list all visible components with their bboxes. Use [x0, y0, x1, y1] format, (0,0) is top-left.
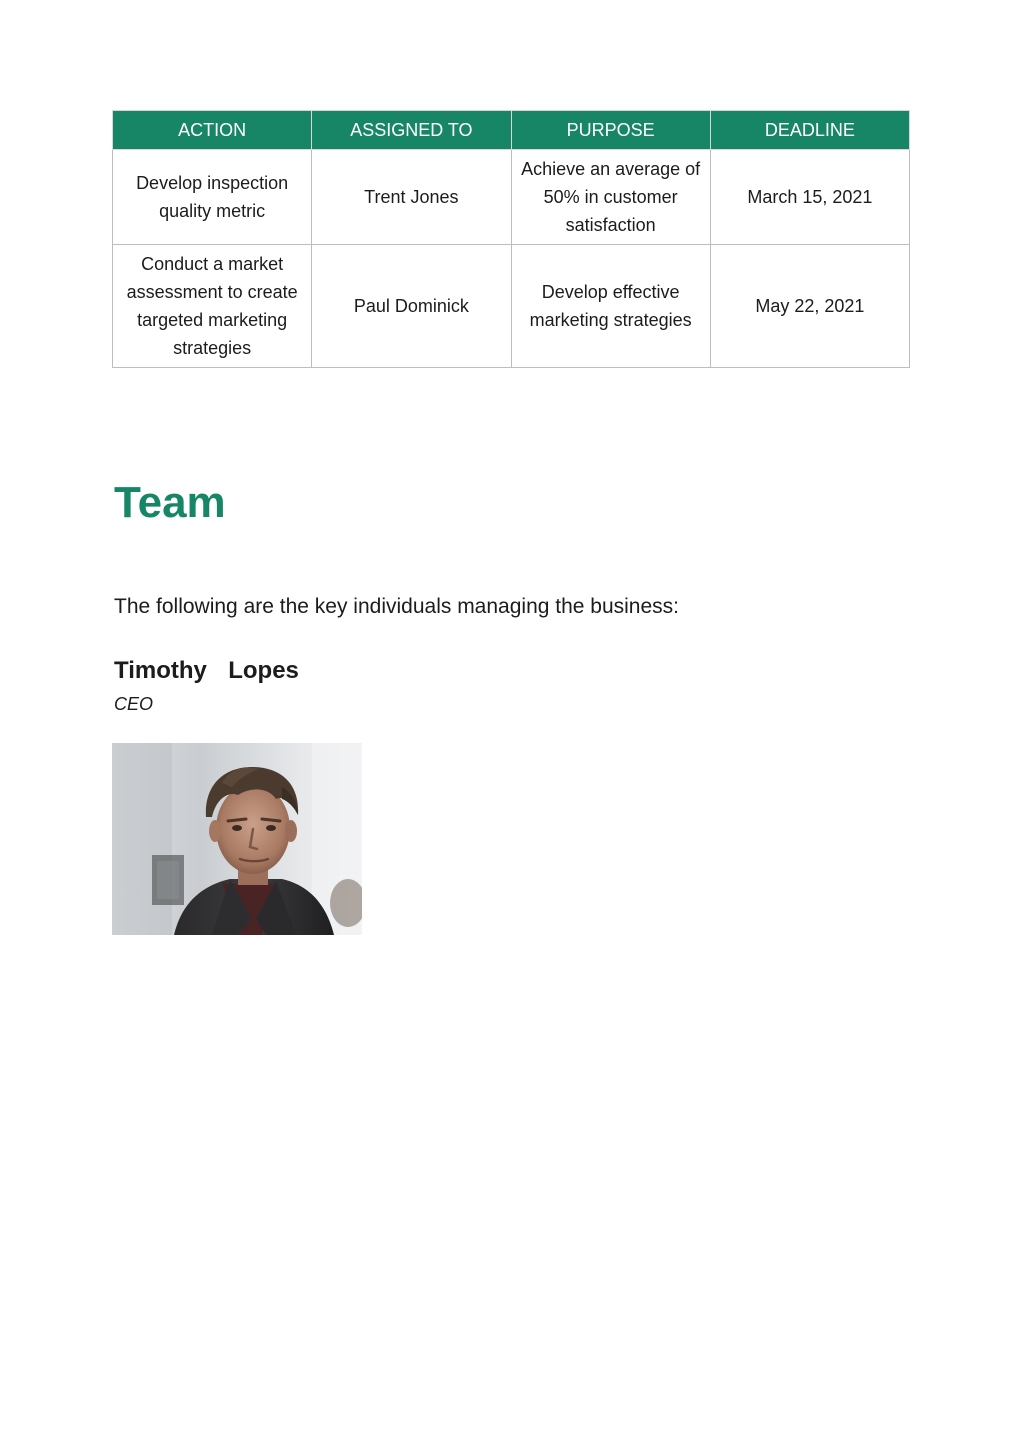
cell-deadline: May 22, 2021 — [710, 245, 909, 368]
team-intro-text: The following are the key individuals managing the business: — [114, 595, 680, 618]
action-plan-table — [112, 110, 910, 368]
cell-purpose: Achieve an average of 50% in customer satisfaction — [511, 150, 710, 245]
table-row — [113, 245, 910, 368]
cell-action: Conduct a market assessment to create targeted marketing strategies — [113, 245, 312, 368]
cell-deadline: March 15, 2021 — [710, 150, 909, 245]
column-header-assigned-to: ASSIGNED TO — [312, 111, 511, 150]
column-header-deadline: DEADLINE — [710, 111, 909, 150]
cell-assigned-to: Trent Jones — [312, 150, 511, 245]
table-row — [113, 150, 910, 245]
cell-action: Develop inspection quality metric — [113, 150, 312, 245]
column-header-purpose: PURPOSE — [511, 111, 710, 150]
member-name: Timothy Lopes — [114, 657, 299, 684]
table-header-row — [113, 111, 910, 150]
column-header-action: ACTION — [113, 111, 312, 150]
member-role: CEO — [114, 694, 154, 714]
cell-purpose: Develop effective marketing strategies — [511, 245, 710, 368]
cell-assigned-to: Paul Dominick — [312, 245, 511, 368]
member-portrait-photo — [112, 743, 362, 935]
team-heading: Team — [114, 478, 226, 527]
